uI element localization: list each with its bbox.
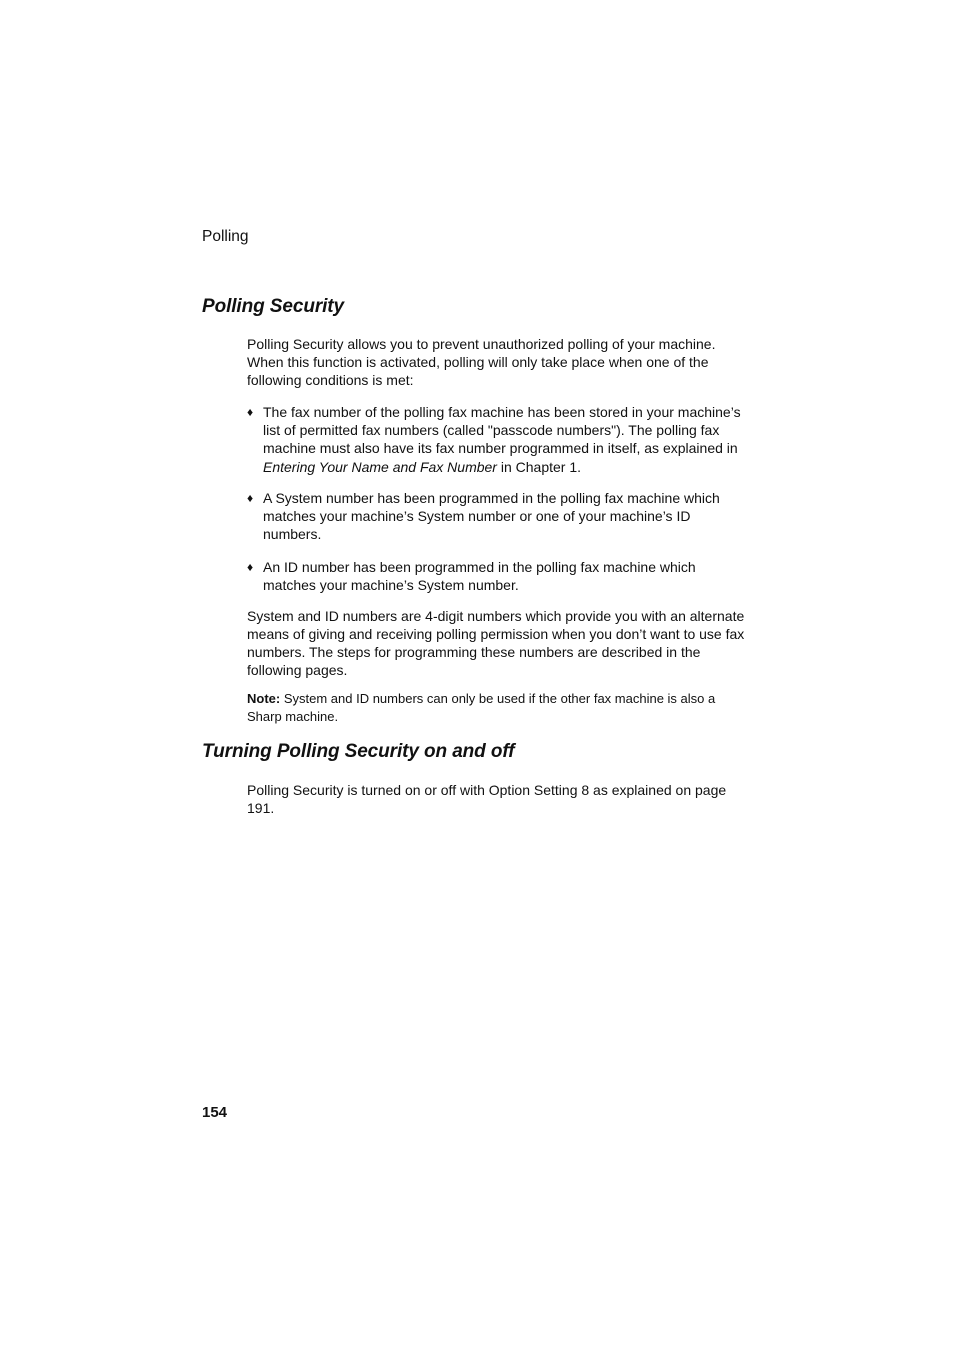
list-item [247,489,747,544]
option-setting-paragraph: Polling Security is turned on or off with Option Setting 8 as explained on page 191. [247,782,727,816]
system-id-paragraph: System and ID numbers are 4-digit numbers which provide you with an alternate means of giving and receiving polling permission when you don’t want to use fax numbers. The steps for programming these numbers are described in the following pages. [247,608,745,678]
bullet-text-lead: The fax number of the polling fax machine has been stored in your machine’s list of permitted fax numbers (called "passcode numbers"). The polling fax machine must also have its fax number programmed in itself, as explained in [263,404,741,457]
bullet-text [263,403,747,476]
note-text: System and ID numbers can only be used if the other fax machine is also a Sharp machine. [247,691,716,724]
diamond-bullet-icon: ♦ [247,405,254,419]
page-number: 154 [202,1104,228,1121]
note-label: Note: [247,691,281,706]
diamond-bullet-icon: ♦ [247,491,254,505]
list-item [247,558,747,594]
section-heading-turning-on-off: Turning Polling Security on and off [202,741,515,762]
note-paragraph [247,690,747,725]
section-heading-polling-security: Polling Security [202,296,344,317]
intro-paragraph: Polling Security allows you to prevent unauthorized polling of your machine. When this function is activated, polling will only take place when one of the following conditions is met: [247,336,716,388]
running-header: Polling [202,228,249,245]
cross-reference-title: Entering Your Name and Fax Number [263,458,497,475]
bullet-text-tail: in Chapter 1. [496,458,582,475]
list-item [247,403,747,476]
diamond-bullet-icon: ♦ [247,560,254,574]
bullet-text: A System number has been programmed in the polling fax machine which matches your machine’s System number or one of your machine’s ID numbers. [263,490,720,543]
bullet-text: An ID number has been programmed in the polling fax machine which matches your machine’s System number. [263,559,696,594]
